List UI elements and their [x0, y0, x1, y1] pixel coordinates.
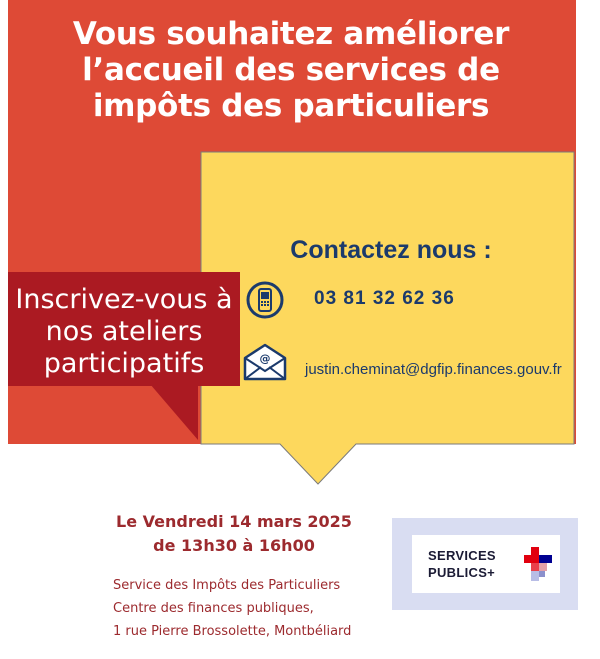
logo-line2: PUBLICS+ [428, 565, 496, 580]
address-line3: 1 rue Pierre Brossolette, Montbéliard [113, 624, 352, 639]
event-date-line1: Le Vendredi 14 mars 2025 [116, 512, 352, 531]
headline-text: Vous souhaitez améliorer l’accueil des services de impôts des particuliers [72, 16, 510, 124]
services-publics-logo [522, 545, 554, 583]
svg-text:@: @ [259, 352, 271, 365]
event-date [100, 510, 368, 558]
phone-icon [245, 280, 285, 320]
event-date-line2: de 13h30 à 16h00 [153, 536, 315, 555]
services-publics-wordmark [428, 547, 496, 581]
venue-address [113, 574, 351, 643]
address-line1: Service des Impôts des Particuliers [113, 578, 341, 593]
phone-number: 03 81 32 62 36 [314, 288, 455, 309]
email-address: justin.cheminat@dgfip.finances.gouv.fr [305, 361, 562, 378]
address-line2: Centre des finances publiques, [113, 601, 314, 616]
ateliers-invitation: Inscrivez-vous à nos ateliers participatifs [15, 284, 233, 379]
contact-title: Contactez nous : [290, 236, 492, 264]
logo-line1: SERVICES [428, 548, 496, 563]
mail-icon [242, 342, 288, 382]
